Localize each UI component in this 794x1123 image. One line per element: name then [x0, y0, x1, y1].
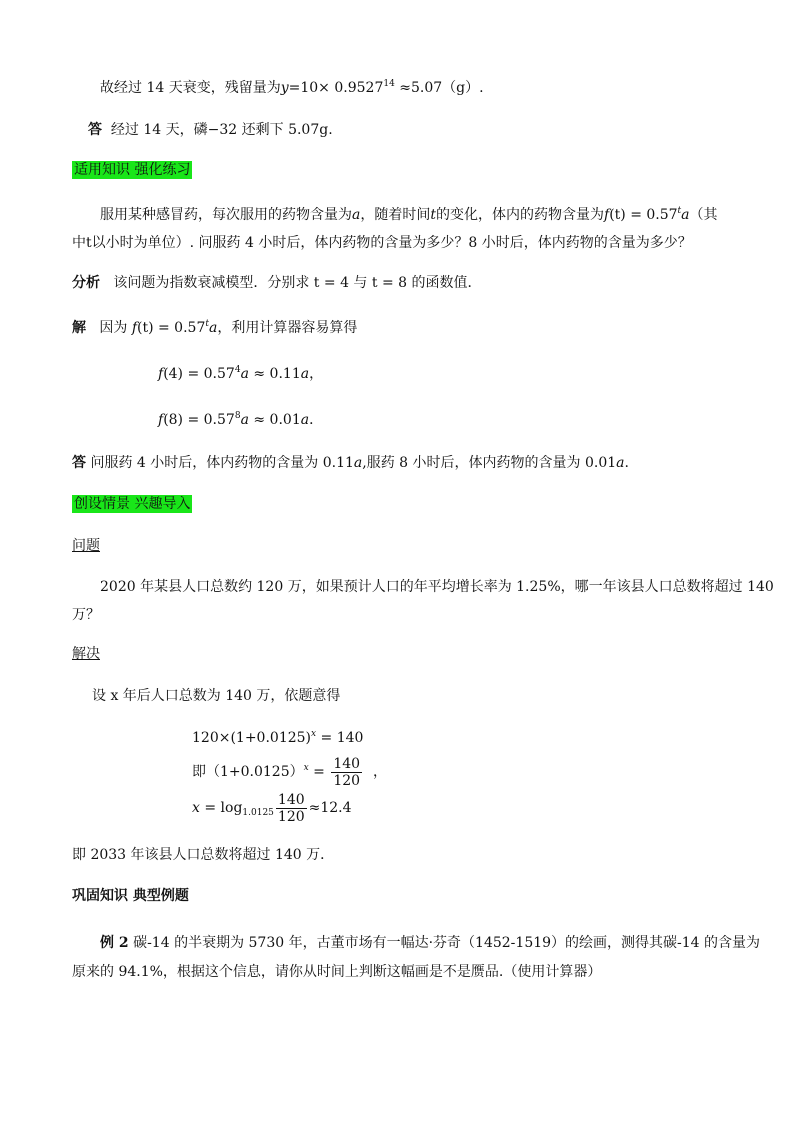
decay-eq: =10× 0.9527: [288, 80, 384, 96]
example-line-1: [100, 933, 760, 953]
answer-label: 答: [88, 122, 102, 138]
eq-exp: 4: [234, 365, 241, 375]
section-highlight: 创设情景 兴趣导入: [74, 496, 191, 512]
solution-label: 解: [72, 320, 86, 336]
answer-2: [72, 453, 629, 473]
fraction-denominator: 120: [277, 808, 305, 825]
section-highlight: 适用知识 强化练习: [74, 162, 191, 178]
answer-text: ,服药 8 小时后，体内药物的含量为 0.01: [362, 455, 617, 471]
problem-text: 2020 年某县人口总数约 120 万，如果预计人口的年平均增长率为 1.25%，哪一年该县人口总数将超过 140: [100, 579, 774, 595]
solution-text: 因为: [99, 320, 128, 336]
math-exp: x: [303, 763, 309, 773]
decay-exp: 14: [383, 79, 395, 89]
var-t: t: [430, 207, 436, 223]
decay-prefix: 故经过 14 天衰变，残留量为: [100, 80, 281, 96]
problem-title: 问题: [72, 538, 100, 554]
decay-suffix: ≈5.07（g）.: [394, 80, 484, 96]
answer-text: 经过 14 天，磷−32 还剩下 5.07g.: [110, 122, 333, 138]
section-heading-practice: [72, 160, 192, 180]
eq-end: ．: [309, 412, 324, 428]
question-text: ，随着时间: [360, 207, 431, 223]
math-end: ，: [372, 764, 387, 780]
log-base: 1.0125: [242, 808, 274, 818]
problem-line-2: [72, 605, 100, 625]
section-title: 巩固知识 典型例题: [72, 888, 189, 904]
answer-text: 问服药 4 小时后，体内药物的含量为 0.11: [90, 455, 354, 471]
math-eq: =: [308, 764, 330, 780]
var-a: a: [208, 320, 218, 336]
solve-intro: [92, 686, 340, 706]
section-heading-examples: [72, 886, 189, 906]
math-expr: 120×(1+0.0125): [192, 730, 311, 746]
solve-intro-text: 设 x 年后人口总数为 140 万，依题意得: [92, 688, 341, 704]
fraction: [276, 792, 307, 825]
example-line-2: [72, 962, 601, 982]
solve-title: 解决: [72, 646, 100, 662]
equation-f8: [158, 410, 323, 430]
question-text: 服用某种感冒药，每次服用的药物含量为: [100, 207, 352, 223]
solution-text: ，利用计算器容易算得: [217, 320, 358, 336]
exp-t: t: [205, 319, 209, 329]
var-a: a: [240, 366, 249, 382]
question-text: （其: [689, 207, 718, 223]
answer-label: 答: [72, 455, 86, 471]
var-y: y: [280, 80, 289, 96]
var-f: f: [158, 412, 164, 428]
function-expr: (t) = 0.57: [609, 207, 678, 223]
question-text: 中t以小时为单位）. 问服药 4 小时后，体内药物的含量为多少？8 小时后，体内药物的含量为多少？: [72, 235, 692, 251]
var-a: a: [300, 412, 310, 428]
solution: [72, 318, 357, 338]
var-a: a: [240, 412, 249, 428]
question-line-1: [100, 205, 718, 225]
solve-heading: [72, 644, 100, 664]
analysis-label: 分析: [72, 275, 100, 291]
exp-t: t: [677, 206, 682, 216]
problem-heading: [72, 536, 100, 556]
eq-lhs: (4) = 0.57: [163, 366, 235, 382]
conclusion-text: 即 2033 年该县人口总数将超过 140 万．: [72, 847, 335, 863]
math-exp: x: [311, 729, 317, 739]
var-f: f: [131, 320, 137, 336]
fraction-denominator: 120: [333, 772, 361, 789]
math-line-3: [192, 788, 352, 828]
fraction-numerator: 140: [277, 791, 305, 808]
question-line-2: [72, 233, 692, 253]
analysis: [72, 273, 482, 293]
example-text: 碳-14 的半衰期为 5730 年，古董市场有一幅达·芬奇（1452-1519）的绘画，测得其碳-14 的含量为: [128, 935, 761, 951]
var-a: a: [681, 207, 690, 223]
var-x: x: [192, 800, 200, 816]
equation-f4: [158, 364, 323, 384]
example-text: 原来的 94.1%，根据这个信息，请你从时间上判断这幅画是不是赝品.（使用计算器）: [72, 964, 602, 980]
fraction: [331, 756, 362, 789]
math-line-1: [192, 728, 363, 748]
function-expr: (t) = 0.57: [137, 320, 206, 336]
problem-line-1: [100, 577, 774, 597]
var-f: f: [604, 207, 610, 223]
conclusion: [72, 845, 334, 865]
question-text: 的变化，体内的药物含量为: [436, 207, 604, 223]
var-a: a: [352, 207, 361, 223]
math-line-2: [192, 752, 387, 792]
eq-rhs: ≈ 0.11: [253, 366, 301, 382]
eq-rhs: ≈ 0.01: [253, 412, 301, 428]
var-a: a: [616, 455, 625, 471]
math-expr: 即（1+0.0125）: [192, 764, 304, 780]
eq-lhs: (8) = 0.57: [163, 412, 235, 428]
example-label: 例 2: [100, 935, 129, 951]
var-a: a: [353, 455, 363, 471]
paragraph-decay-result: [100, 78, 484, 98]
var-f: f: [158, 366, 164, 382]
section-heading-intro: [72, 494, 192, 514]
math-rhs: ≈12.4: [308, 800, 352, 816]
answer-1: [88, 120, 333, 140]
fraction-numerator: 140: [333, 755, 361, 772]
math-log: = log: [199, 800, 243, 816]
math-rhs: = 140: [316, 730, 364, 746]
analysis-text: 该问题为指数衰减模型．分别求 t = 4 与 t = 8 的函数值．: [113, 275, 482, 291]
answer-end: .: [624, 455, 629, 471]
var-a: a: [300, 366, 310, 382]
eq-exp: 8: [234, 411, 241, 421]
eq-end: ，: [309, 366, 324, 382]
problem-text: 万？: [72, 607, 100, 623]
